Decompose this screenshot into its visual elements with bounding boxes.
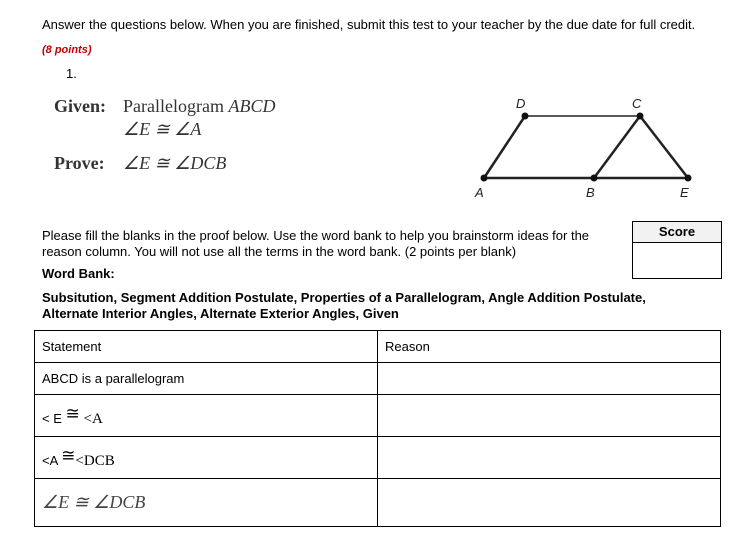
word-bank-label: Word Bank: [42, 266, 115, 281]
statement-4: ∠E ≅ ∠DCB [35, 479, 378, 527]
table-row [35, 395, 721, 437]
table-row [35, 363, 721, 395]
statement-1: ABCD is a parallelogram [35, 363, 378, 395]
prove-statement: ∠E ≅ ∠DCB [123, 153, 227, 173]
point-e [685, 175, 692, 182]
reason-1-input[interactable] [378, 363, 721, 395]
word-bank: Subsitution, Segment Addition Postulate, Properties of a Parallelogram, Angle Addition Postulate, Alternate Interior Angles, Alternate Exterior Angles, Given [42, 290, 646, 321]
fill-instructions: Please fill the blanks in the proof below. Use the word bank to help you brainstorm ideas for the reason column. You will not use all the terms in the word bank. (2 points per blank) [42, 228, 590, 259]
statement-text: <A [79, 410, 103, 427]
given-var: ABCD [228, 96, 276, 116]
score-box [632, 221, 722, 279]
instructions: Answer the questions below. When you are finished, submit this test to your teacher by the due date for full credit. [42, 17, 696, 32]
label-e: E [680, 185, 689, 200]
label-b: B [586, 185, 595, 200]
given-label: Given: [54, 96, 106, 116]
label-c: C [632, 96, 642, 111]
score-label: Score [633, 222, 721, 243]
statement-text: <A [42, 452, 62, 468]
segment-ad [484, 116, 525, 178]
table-header-row [35, 331, 721, 363]
table-row [35, 437, 721, 479]
statement-3 [35, 437, 378, 479]
prove-label: Prove: [54, 153, 105, 173]
congruent-symbol: ≅ [65, 403, 80, 423]
reason-3-input[interactable] [378, 437, 721, 479]
point-d [522, 113, 529, 120]
segment-ce [640, 116, 688, 178]
point-b [591, 175, 598, 182]
reason-2-input[interactable] [378, 395, 721, 437]
congruent-symbol: ≅ [61, 445, 76, 465]
reason-4-input[interactable] [378, 479, 721, 527]
proof-table [34, 330, 721, 527]
point-a [481, 175, 488, 182]
segment-bc [594, 116, 640, 178]
label-a: A [475, 185, 484, 200]
table-row [35, 479, 721, 527]
label-d: D [516, 96, 526, 111]
parallelogram-diagram [0, 0, 751, 210]
question-number: 1. [66, 66, 77, 81]
points-label: (8 points) [42, 44, 92, 56]
given-text: Parallelogram [123, 96, 229, 116]
point-c [637, 113, 644, 120]
statement-text: < E [42, 410, 66, 426]
header-statement: Statement [35, 331, 378, 363]
statement-2 [35, 395, 378, 437]
given-statement-2: ∠E ≅ ∠A [123, 119, 202, 139]
statement-text: <DCB [75, 452, 115, 469]
header-reason: Reason [378, 331, 721, 363]
